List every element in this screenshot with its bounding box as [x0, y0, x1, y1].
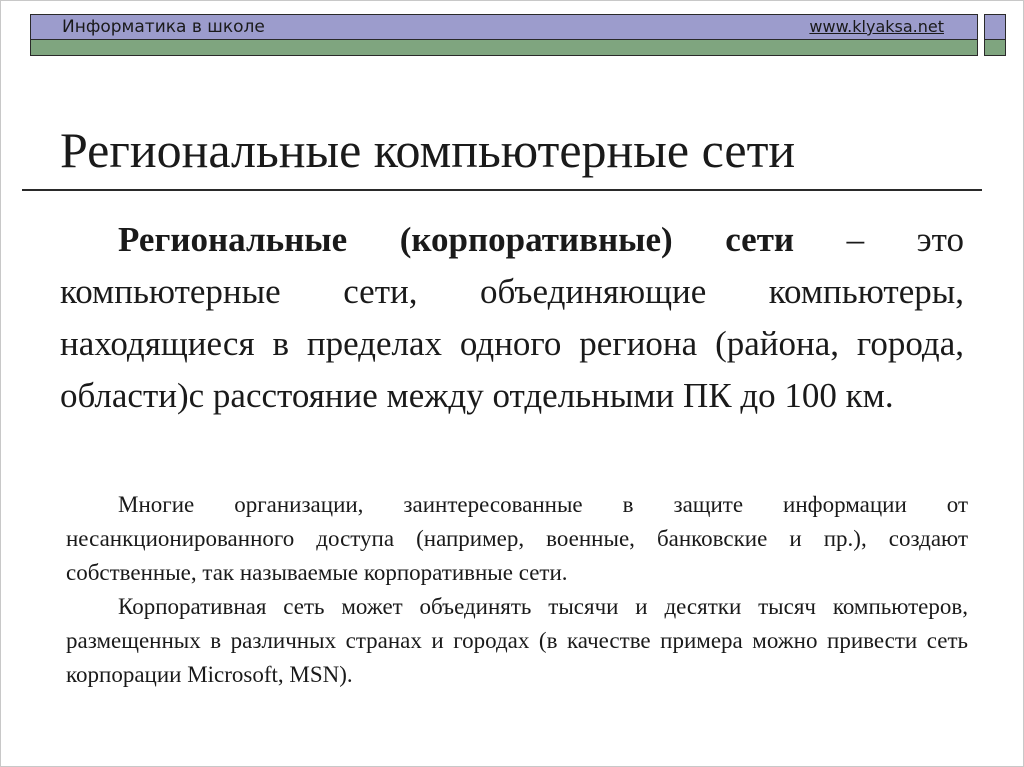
header-strip — [30, 40, 978, 56]
slide-title: Региональные компьютерные сети — [60, 122, 796, 178]
site-link[interactable]: www.klyaksa.net — [809, 17, 944, 36]
body-paragraph-1: Многие организации, заинтересованные в защите информации от несанкционированного доступа (например, военные, банковские и пр.), создают собственные, так называемые корпоративные сети. — [66, 492, 968, 585]
definition-text: – это компьютерные сети, объединяющие компьютеры, находящиеся в пределах одного региона (района, города, области)с расстояние между отдельными ПК до 100 км. — [60, 220, 964, 415]
header-title: Информатика в школе — [62, 17, 265, 37]
title-divider — [22, 189, 982, 191]
corner-box-top — [984, 14, 1006, 40]
definition-paragraph — [60, 214, 964, 422]
corner-box-bottom — [984, 40, 1006, 56]
definition-term: Региональные (корпоративные) сети — [118, 220, 795, 259]
body-paragraph-2: Корпоративная сеть может объединять тысячи и десятки тысяч компьютеров, размещенных в различных странах и городах (в качестве примера можно привести сеть корпорации Microsoft, MSN). — [66, 594, 968, 687]
